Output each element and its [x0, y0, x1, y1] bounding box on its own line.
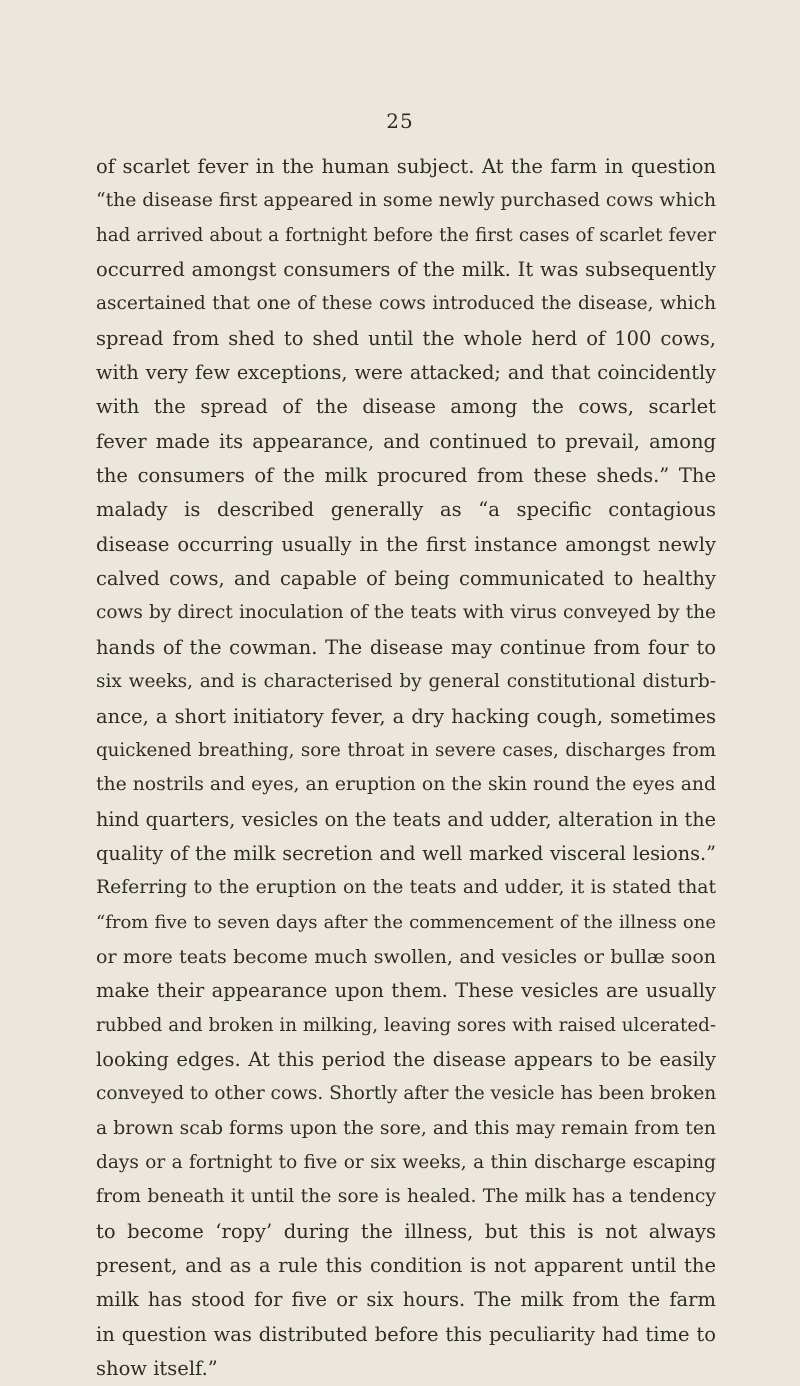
text-line: conveyed to other cows. Shortly after the vesicle has been broken: [96, 1083, 717, 1105]
text-line: occurred amongst consumers of the milk. It was subsequently: [96, 258, 716, 282]
text-line: had arrived about a fortnight before the first cases of scarlet fever: [96, 224, 716, 246]
text-line: the consumers of the milk procured from these sheds.” The: [96, 464, 716, 488]
text-line: Referring to the eruption on the teats and udder, it is stated that: [96, 877, 716, 899]
text-line: ance, a short initiatory fever, a dry hacking cough, sometimes: [96, 704, 716, 728]
text-line: “from five to seven days after the commencement of the illness one: [96, 911, 716, 933]
text-line: present, and as a rule this condition is not apparent until the: [96, 1254, 716, 1277]
text-line: a brown scab forms upon the sore, and this may remain from ten: [96, 1117, 716, 1139]
page-number: 25: [386, 109, 414, 133]
text-line: in question was distributed before this peculiarity had time to: [96, 1322, 716, 1346]
text-line: with the spread of the disease among the cows, scarlet: [96, 395, 716, 419]
text-line: show itself.”: [96, 1357, 218, 1381]
text-line: hands of the cowman. The disease may continue from four to: [96, 635, 716, 659]
text-line: quickened breathing, sore throat in severe cases, discharges from: [96, 739, 716, 761]
text-line: with very few exceptions, were attacked; and that coincidently: [96, 361, 716, 385]
text-line: quality of the milk secretion and well marked visceral lesions.”: [96, 841, 716, 865]
text-line: six weeks, and is characterised by general constitutional disturb-: [96, 671, 716, 693]
text-line: make their appearance upon them. These vesicles are usually: [96, 979, 716, 1003]
text-line: malady is described generally as “a specific contagious: [96, 498, 716, 522]
text-line: looking edges. At this period the disease appears to be easily: [96, 1047, 716, 1071]
text-line: days or a fortnight to five or six weeks, a thin discharge escaping: [96, 1151, 716, 1173]
text-line: “the disease first appeared in some newly purchased cows which: [96, 190, 717, 212]
text-line: or more teats become much swollen, and vesicles or bullæ soon: [96, 945, 716, 968]
text-line: spread from shed to shed until the whole herd of 100 cows,: [96, 326, 716, 350]
body-text: [96, 150, 716, 1386]
text-line: from beneath it until the sore is healed. The milk has a tendency: [96, 1186, 716, 1208]
text-line: fever made its appearance, and continued to prevail, among: [96, 429, 716, 453]
text-line: hind quarters, vesicles on the teats and udder, alteration in the: [96, 807, 716, 831]
text-line: of scarlet fever in the human subject. At the farm in question: [96, 155, 716, 178]
text-line: rubbed and broken in milking, leaving sores with raised ulcerated-: [96, 1014, 716, 1036]
text-line: cows by direct inoculation of the teats with virus conveyed by the: [96, 602, 716, 624]
text-line: the nostrils and eyes, an eruption on the skin round the eyes and: [96, 774, 716, 796]
text-line: disease occurring usually in the first instance amongst newly: [96, 532, 716, 556]
text-line: ascertained that one of these cows introduced the disease, which: [96, 293, 716, 315]
text-line: milk has stood for five or six hours. The milk from the farm: [96, 1288, 716, 1312]
text-line: to become ‘ropy’ during the illness, but this is not always: [96, 1219, 716, 1243]
text-line: calved cows, and capable of being communicated to healthy: [96, 567, 716, 591]
